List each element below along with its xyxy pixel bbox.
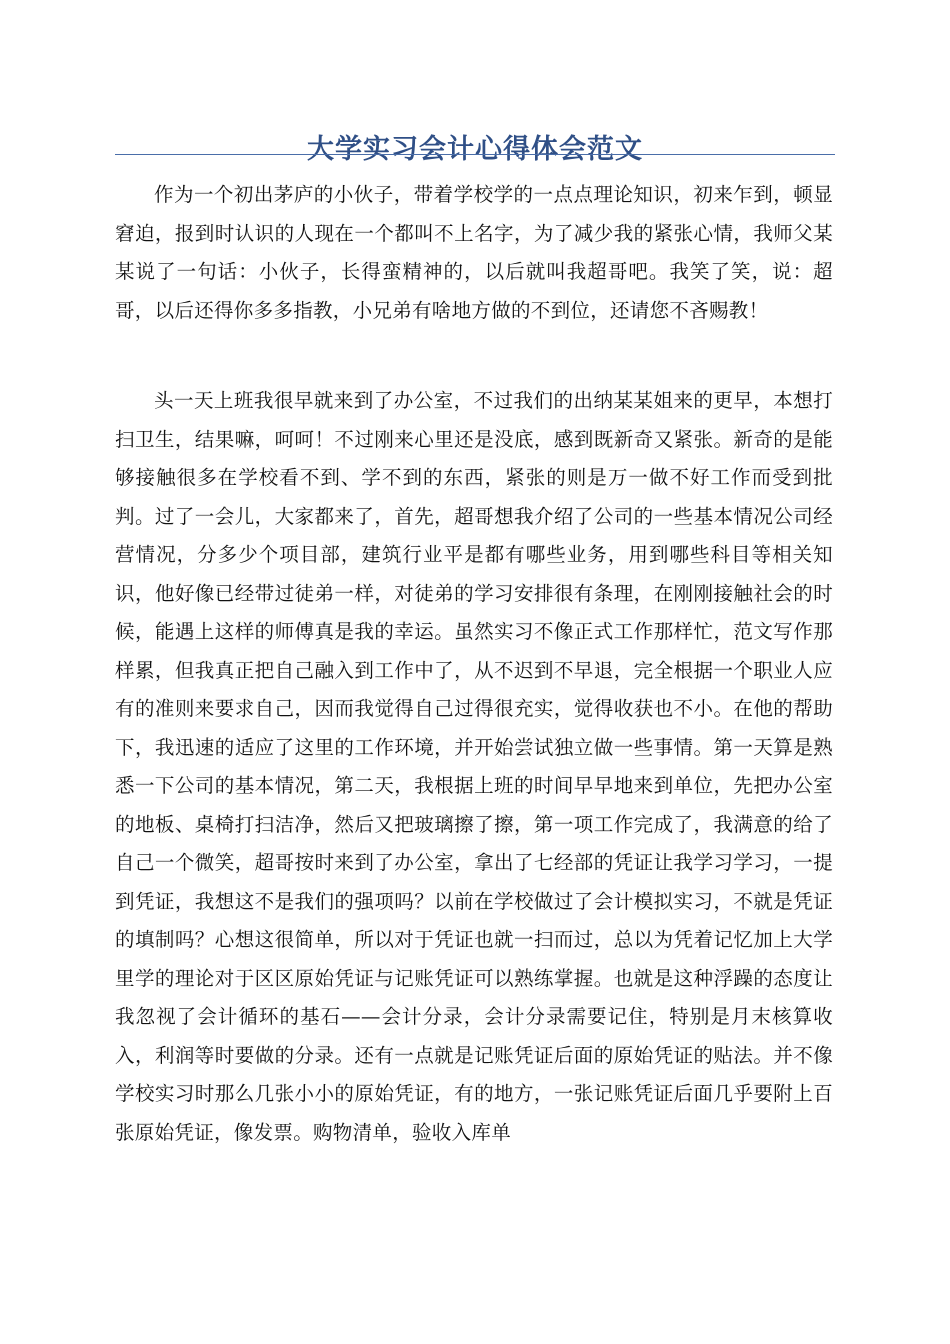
title-underline (115, 154, 835, 155)
paragraph-1: 作为一个初出茅庐的小伙子，带着学校学的一点点理论知识，初来乍到，顿显窘迫，报到时认识的人现在一个都叫不上名字，为了减少我的紧张心情，我师父某某说了一句话：小伙子，长得蛮精神的，以后就叫我超哥吧。我笑了笑，说：超哥，以后还得你多多指教，小兄弟有啥地方做的不到位，还请您不吝赐教！ (115, 183, 833, 322)
document-title: 大学实习会计心得体会范文 (307, 134, 643, 166)
paragraph-2: 头一天上班我很早就来到了办公室，不过我们的出纳某某姐来的更早，本想打扫卫生，结果嘛，呵呵！不过刚来心里还是没底，感到既新奇又紧张。新奇的是能够接触很多在学校看不到、学不到的东西，紧张的则是万一做不好工作而受到批判。过了一会儿，大家都来了，首先，超哥想我介绍了公司的一些基本情况公司经营情况，分多少个项目部，建筑行业平是都有哪些业务，用到哪些科目等相关知识，他好像已经带过徒弟一样，对徒弟的学习安排很有条理，在刚刚接触社会的时候，能遇上这样的师傅真是我的幸运。虽然实习不像正式工作那样忙，范文写作那样累，但我真正把自己融入到工作中了，从不迟到不早退，完全根据一个职业人应有的准则来要求自己，因而我觉得自己过得很充实，觉得收获也不小。在他的帮助下，我迅速的适应了这里的工作环境，并开始尝试独立做一些事情。第一天算是熟悉一下公司的基本情况，第二天，我根据上班的时间早早地来到单位，先把办公室的地板、桌椅打扫洁净，然后又把玻璃擦了擦，第一项工作完成了，我满意的给了自己一个微笑，超哥按时来到了办公室，拿出了七经部的凭证让我学习学习，一提到凭证，我想这不是我们的强项吗？以前在学校做过了会计模拟实习，不就是凭证的填制吗？心想这很简单，所以对于凭证也就一扫而过，总以为凭着记忆加上大学里学的理论对于区区原始凭证与记账凭证可以熟练掌握。也就是这种浮躁的态度让我忽视了会计循环的基石——会计分录，会计分录需要记住，特别是月末核算收入，利润等时要做的分录。还有一点就是记账凭证后面的原始凭证的贴法。并不像学校实习时那么几张小小的原始凭证，有的地方，一张记账凭证后面几乎要附上百张原始凭证，像发票。购物清单，验收入库单 (115, 389, 833, 1144)
